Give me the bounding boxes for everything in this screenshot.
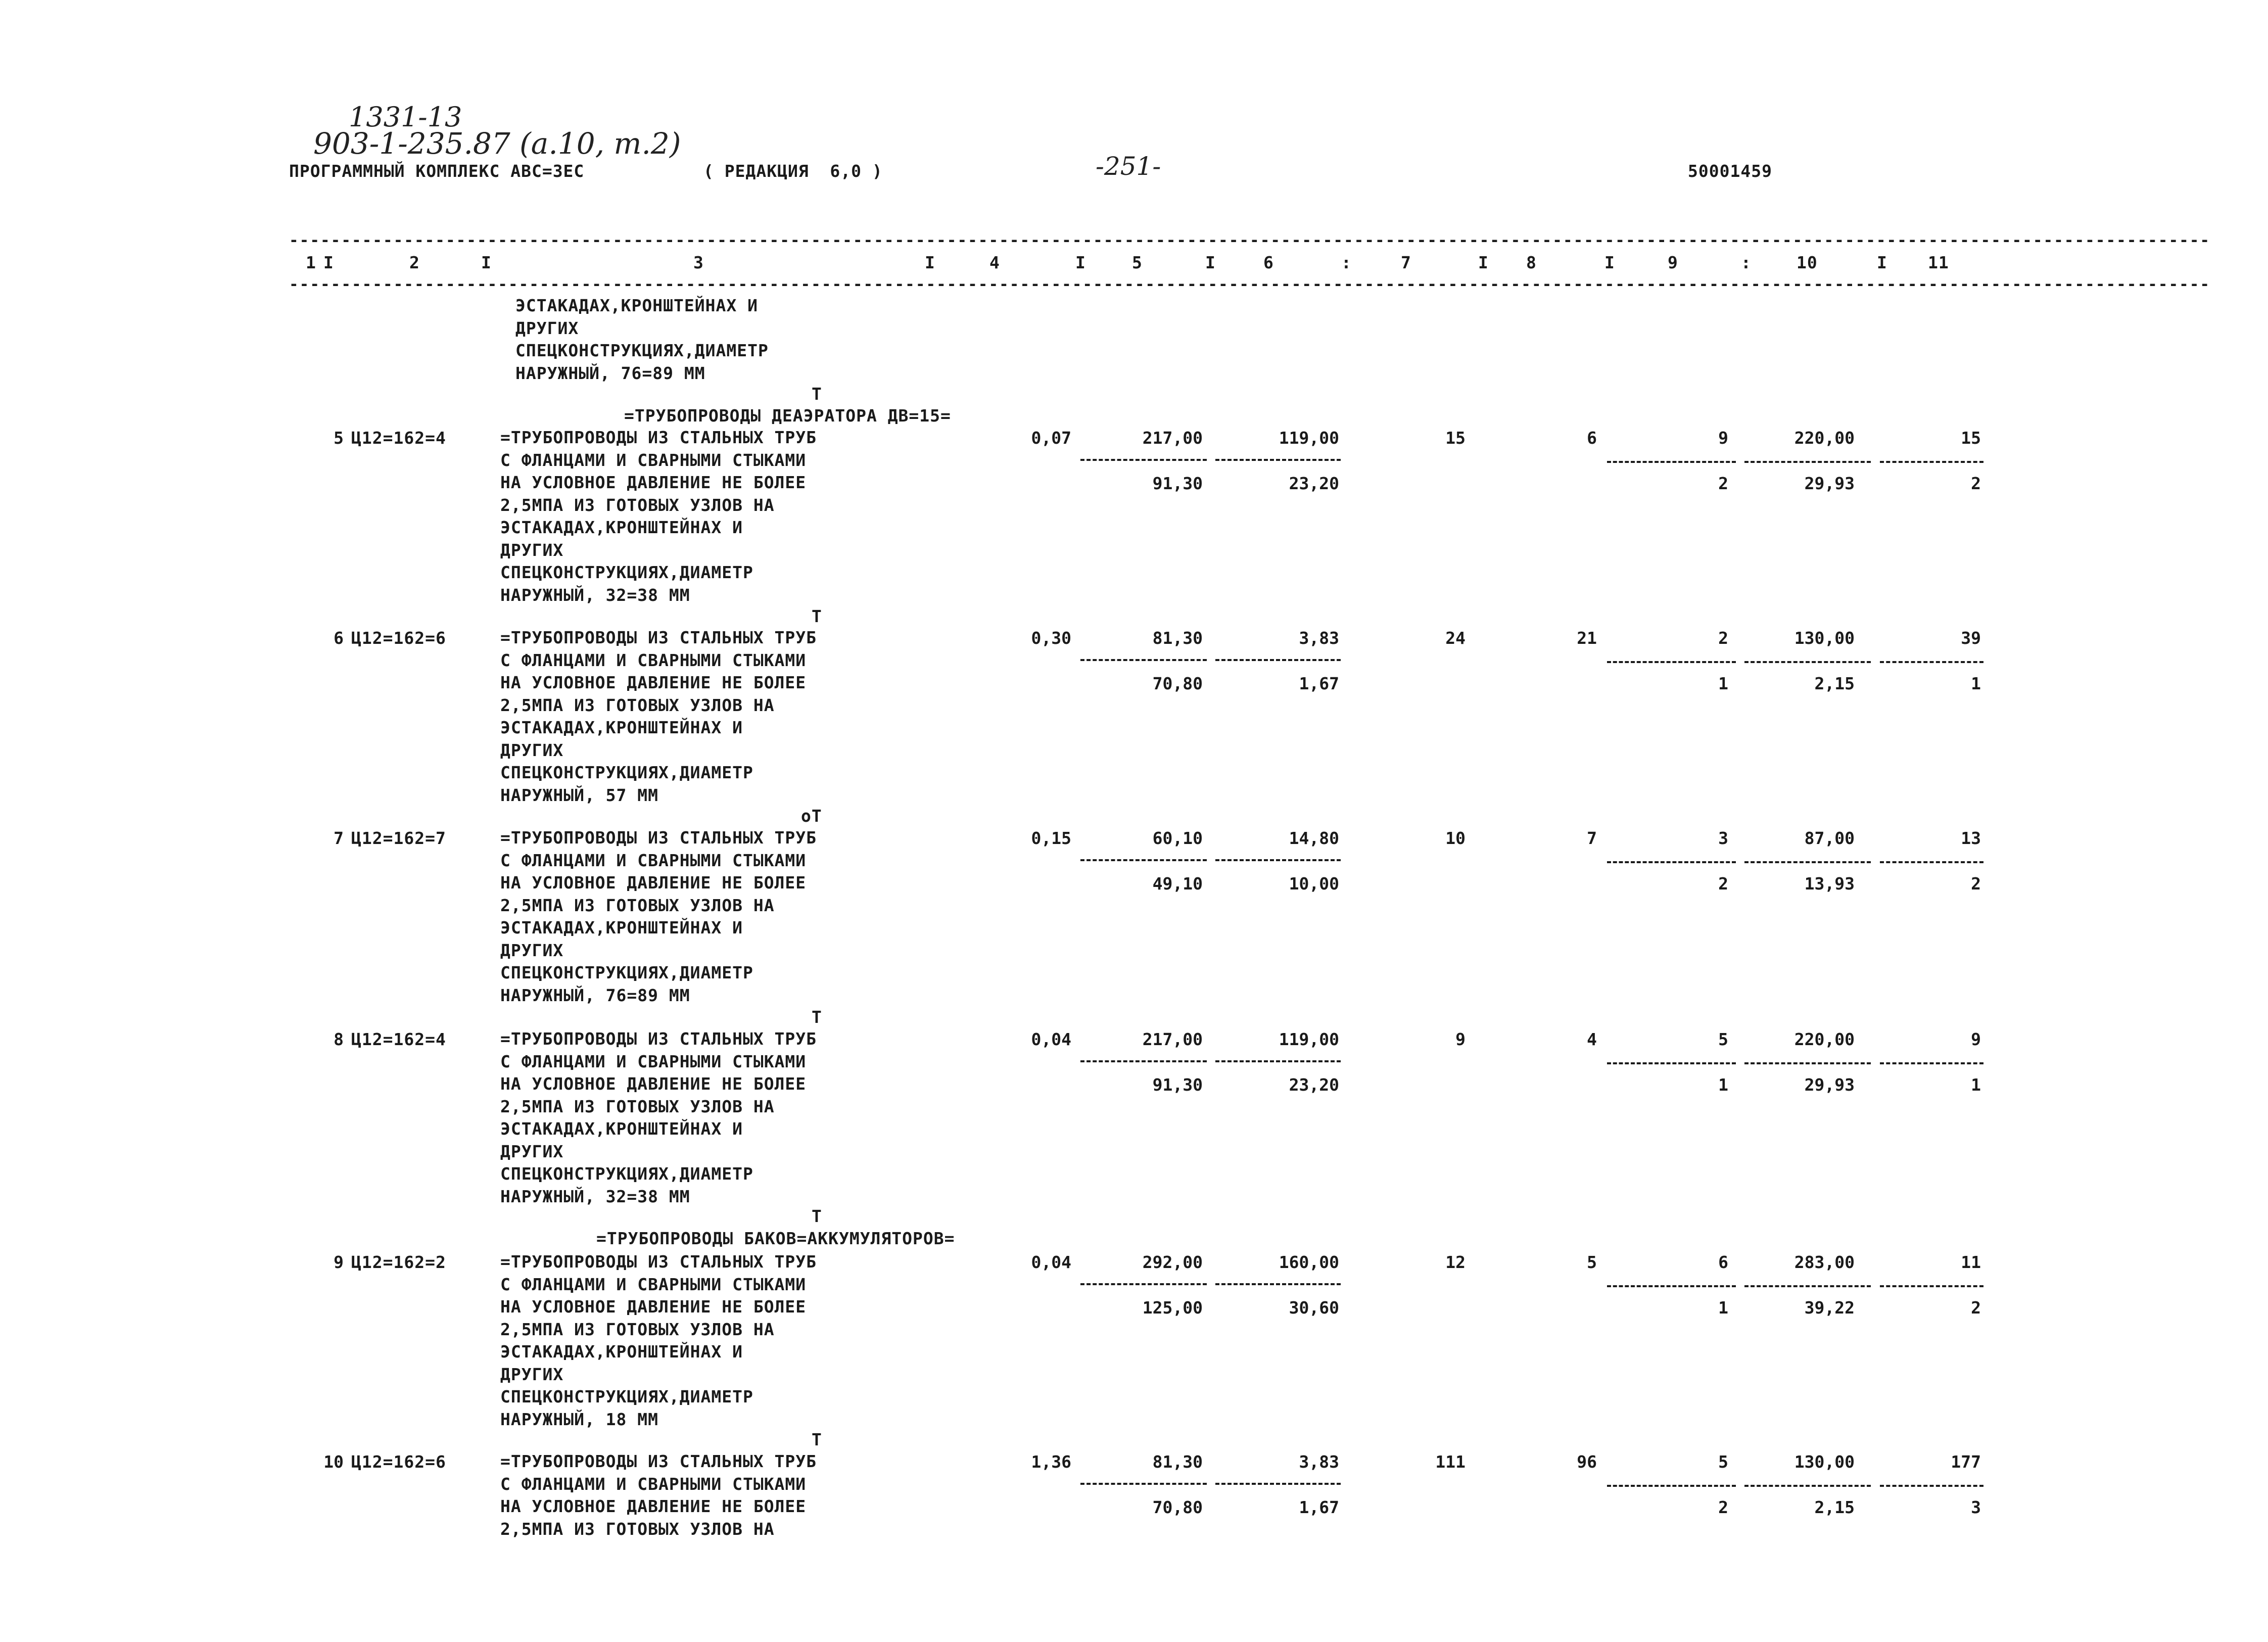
description-line: НАРУЖНЫЙ, 76=89 ММ xyxy=(500,985,690,1005)
column-header: 9 xyxy=(1668,253,1678,272)
fraction-line xyxy=(1607,861,1736,863)
description-line: ДРУГИХ xyxy=(500,1141,564,1161)
fraction-line xyxy=(1215,1283,1341,1285)
description-line: СПЕЦКОНСТРУКЦИЯХ,ДИАМЕТР xyxy=(500,963,753,982)
col5-value: 217,00 xyxy=(1142,428,1203,448)
fraction-line xyxy=(1080,1483,1207,1485)
description-line: С ФЛАНЦАМИ И СВАРНЫМИ СТЫКАМИ xyxy=(500,450,807,470)
col5-subvalue: 70,80 xyxy=(1152,1497,1203,1517)
fraction-line xyxy=(1607,461,1736,463)
col6-value: 3,83 xyxy=(1299,628,1339,648)
description-line: НАРУЖНЫЙ, 32=38 ММ xyxy=(500,1186,690,1206)
description-line: СПЕЦКОНСТРУКЦИЯХ,ДИАМЕТР xyxy=(500,763,753,782)
col9-value: 6 xyxy=(1718,1252,1728,1272)
fraction-line xyxy=(1215,859,1341,861)
col9-value: 3 xyxy=(1718,828,1728,848)
quantity-value: 0,30 xyxy=(1031,628,1071,648)
column-separator: I xyxy=(1075,253,1086,272)
col8-value: 21 xyxy=(1577,628,1597,648)
col11-value: 177 xyxy=(1951,1452,1981,1472)
description-line: ЭСТАКАДАХ,КРОНШТЕЙНАХ И xyxy=(500,918,743,937)
col6-subvalue: 1,67 xyxy=(1299,674,1339,693)
handwritten-archive-number: 1331-13 xyxy=(349,101,462,133)
revision-mark: Т xyxy=(812,606,822,626)
col7-value: 111 xyxy=(1435,1452,1466,1472)
col10-subvalue: 29,93 xyxy=(1804,474,1855,493)
rate-code: Ц12=162=6 xyxy=(351,628,446,648)
fraction-line xyxy=(1880,861,1983,863)
column-separator: I xyxy=(1478,253,1489,272)
col9-value: 5 xyxy=(1718,1452,1728,1472)
description-line: =ТРУБОПРОВОДЫ ИЗ СТАЛЬНЫХ ТРУБ xyxy=(500,628,817,647)
program-title: ПРОГРАММНЫЙ КОМПЛЕКС АВС=ЗЕС xyxy=(289,161,585,181)
description-line: 2,5МПА ИЗ ГОТОВЫХ УЗЛОВ НА xyxy=(500,1096,775,1116)
document-number: 50001459 xyxy=(1688,161,1772,181)
row-number: 10 xyxy=(323,1452,344,1472)
quantity-value: 1,36 xyxy=(1031,1452,1071,1472)
description-line: ЭСТАКАДАХ,КРОНШТЕЙНАХ И xyxy=(500,718,743,737)
column-header: 5 xyxy=(1132,253,1143,272)
col11-value: 39 xyxy=(1961,628,1981,648)
fraction-line xyxy=(1880,461,1983,463)
col5-subvalue: 91,30 xyxy=(1152,1075,1203,1095)
col7-value: 24 xyxy=(1445,628,1466,648)
description-line: =ТРУБОПРОВОДЫ ИЗ СТАЛЬНЫХ ТРУБ xyxy=(500,828,817,848)
column-header: 6 xyxy=(1263,253,1274,272)
description-line: =ТРУБОПРОВОДЫ ИЗ СТАЛЬНЫХ ТРУБ xyxy=(500,1252,817,1272)
fraction-line xyxy=(1607,661,1736,663)
row-number: 9 xyxy=(334,1252,344,1272)
col6-subvalue: 23,20 xyxy=(1289,1075,1339,1095)
description-line: НАРУЖНЫЙ, 32=38 ММ xyxy=(500,585,690,605)
description-line: СПЕЦКОНСТРУКЦИЯХ,ДИАМЕТР xyxy=(500,562,753,582)
col9-subvalue: 1 xyxy=(1718,674,1728,693)
table-header-border: ---------------------------------------------------------------------------------------------------------------------------------------------------------------------------------------- xyxy=(289,275,2211,294)
col5-subvalue: 125,00 xyxy=(1142,1298,1203,1318)
col9-value: 2 xyxy=(1718,628,1728,648)
fraction-line xyxy=(1080,1283,1207,1285)
col8-value: 6 xyxy=(1587,428,1597,448)
col7-value: 9 xyxy=(1455,1029,1466,1049)
row-number: 6 xyxy=(334,628,344,648)
fraction-line xyxy=(1880,1285,1983,1287)
col5-subvalue: 91,30 xyxy=(1152,474,1203,493)
column-header: 1 xyxy=(306,253,316,272)
description-line: СПЕЦКОНСТРУКЦИЯХ,ДИАМЕТР xyxy=(500,1387,753,1406)
quantity-value: 0,04 xyxy=(1031,1029,1071,1049)
description-line: ДРУГИХ xyxy=(500,540,564,560)
col11-subvalue: 2 xyxy=(1971,474,1981,493)
description-line: =ТРУБОПРОВОДЫ ИЗ СТАЛЬНЫХ ТРУБ xyxy=(500,428,817,447)
description-line: ДРУГИХ xyxy=(500,940,564,960)
col6-subvalue: 30,60 xyxy=(1289,1298,1339,1318)
col6-value: 3,83 xyxy=(1299,1452,1339,1472)
description-line: ЭСТАКАДАХ,КРОНШТЕЙНАХ И xyxy=(500,518,743,537)
col9-value: 9 xyxy=(1718,428,1728,448)
col10-subvalue: 2,15 xyxy=(1814,1497,1855,1517)
description-line: 2,5МПА ИЗ ГОТОВЫХ УЗЛОВ НА xyxy=(500,895,775,915)
column-header: 3 xyxy=(693,253,704,272)
column-header: 8 xyxy=(1526,253,1537,272)
col8-value: 4 xyxy=(1587,1029,1597,1049)
col9-subvalue: 2 xyxy=(1718,1497,1728,1517)
col10-value: 87,00 xyxy=(1804,828,1855,848)
description-line: С ФЛАНЦАМИ И СВАРНЫМИ СТЫКАМИ xyxy=(500,1274,807,1294)
fraction-line xyxy=(1080,859,1207,861)
fraction-line xyxy=(1080,659,1207,661)
description-line: С ФЛАНЦАМИ И СВАРНЫМИ СТЫКАМИ xyxy=(500,650,807,670)
description-line: НАРУЖНЫЙ, 18 ММ xyxy=(500,1409,659,1429)
col11-value: 11 xyxy=(1961,1252,1981,1272)
col6-value: 14,80 xyxy=(1289,828,1339,848)
fraction-line xyxy=(1607,1285,1736,1287)
description-line: ДРУГИХ xyxy=(500,1364,564,1384)
col6-subvalue: 23,20 xyxy=(1289,474,1339,493)
col10-value: 220,00 xyxy=(1794,428,1855,448)
description-line: НАРУЖНЫЙ, 57 ММ xyxy=(500,785,659,805)
fraction-line xyxy=(1744,861,1871,863)
fraction-line xyxy=(1744,1062,1871,1064)
col8-value: 96 xyxy=(1577,1452,1597,1472)
col5-value: 60,10 xyxy=(1152,828,1203,848)
col5-value: 217,00 xyxy=(1142,1029,1203,1049)
column-header: 4 xyxy=(989,253,1000,272)
col9-subvalue: 2 xyxy=(1718,874,1728,894)
fraction-line xyxy=(1744,1485,1871,1487)
handwritten-project-reference: 903-1-235.87 (a.10, т.2) xyxy=(313,126,681,161)
description-line: НА УСЛОВНОЕ ДАВЛЕНИЕ НЕ БОЛЕЕ xyxy=(500,673,807,692)
fraction-line xyxy=(1880,1485,1983,1487)
col11-subvalue: 2 xyxy=(1971,1298,1981,1318)
row-number: 8 xyxy=(334,1029,344,1049)
work-description xyxy=(500,827,817,1007)
description-line: 2,5МПА ИЗ ГОТОВЫХ УЗЛОВ НА xyxy=(500,1519,775,1539)
col5-value: 81,30 xyxy=(1152,1452,1203,1472)
column-separator: I xyxy=(1604,253,1615,272)
col9-subvalue: 1 xyxy=(1718,1298,1728,1318)
col11-subvalue: 3 xyxy=(1971,1497,1981,1517)
description-line: СПЕЦКОНСТРУКЦИЯХ,ДИАМЕТР xyxy=(500,1164,753,1184)
column-separator: I xyxy=(925,253,935,272)
rate-code: Ц12=162=7 xyxy=(351,828,446,848)
fraction-line xyxy=(1880,1062,1983,1064)
description-line: НА УСЛОВНОЕ ДАВЛЕНИЕ НЕ БОЛЕЕ xyxy=(500,1074,807,1094)
revision-mark: оТ xyxy=(801,806,822,826)
col11-subvalue: 2 xyxy=(1971,874,1981,894)
column-separator: : xyxy=(1741,253,1752,272)
description-line: С ФЛАНЦАМИ И СВАРНЫМИ СТЫКАМИ xyxy=(500,850,807,870)
col11-value: 13 xyxy=(1961,828,1981,848)
carryover-description xyxy=(515,295,769,385)
col6-value: 119,00 xyxy=(1279,428,1339,448)
description-line: 2,5МПА ИЗ ГОТОВЫХ УЗЛОВ НА xyxy=(500,1319,775,1339)
fraction-line xyxy=(1607,1062,1736,1064)
rate-code: Ц12=162=4 xyxy=(351,1029,446,1049)
work-description xyxy=(500,1251,817,1431)
col7-value: 12 xyxy=(1445,1252,1466,1272)
section-header-deaerator: =ТРУБОПРОВОДЫ ДЕАЭРАТОРА ДВ=15= xyxy=(624,406,951,426)
revision-mark: Т xyxy=(812,384,822,404)
col8-value: 5 xyxy=(1587,1252,1597,1272)
col6-subvalue: 10,00 xyxy=(1289,874,1339,894)
description-line: НА УСЛОВНОЕ ДАВЛЕНИЕ НЕ БОЛЕЕ xyxy=(500,1297,807,1317)
column-separator: I xyxy=(481,253,492,272)
col10-value: 220,00 xyxy=(1794,1029,1855,1049)
description-line: ЭСТАКАДАХ,КРОНШТЕЙНАХ И xyxy=(500,1342,743,1362)
row-number: 7 xyxy=(334,828,344,848)
rate-code: Ц12=162=4 xyxy=(351,428,446,448)
col10-subvalue: 39,22 xyxy=(1804,1298,1855,1318)
col11-subvalue: 1 xyxy=(1971,1075,1981,1095)
description-line: 2,5МПА ИЗ ГОТОВЫХ УЗЛОВ НА xyxy=(500,695,775,715)
col9-subvalue: 1 xyxy=(1718,1075,1728,1095)
col5-subvalue: 49,10 xyxy=(1152,874,1203,894)
fraction-line xyxy=(1744,461,1871,463)
description-line: ДРУГИХ xyxy=(515,318,579,338)
column-header: 7 xyxy=(1401,253,1411,272)
col5-subvalue: 70,80 xyxy=(1152,674,1203,693)
description-line: 2,5МПА ИЗ ГОТОВЫХ УЗЛОВ НА xyxy=(500,495,775,515)
description-line: НА УСЛОВНОЕ ДАВЛЕНИЕ НЕ БОЛЕЕ xyxy=(500,473,807,492)
fraction-line xyxy=(1080,459,1207,461)
column-separator: : xyxy=(1341,253,1352,272)
work-description xyxy=(500,1450,817,1540)
description-line: ДРУГИХ xyxy=(500,740,564,760)
description-line: НА УСЛОВНОЕ ДАВЛЕНИЕ НЕ БОЛЕЕ xyxy=(500,1496,807,1516)
col6-value: 119,00 xyxy=(1279,1029,1339,1049)
description-line: НА УСЛОВНОЕ ДАВЛЕНИЕ НЕ БОЛЕЕ xyxy=(500,873,807,893)
description-line: ЭСТАКАДАХ,КРОНШТЕЙНАХ И xyxy=(515,296,758,315)
column-header: 10 xyxy=(1797,253,1818,272)
edition-label: ( РЕДАКЦИЯ 6,0 ) xyxy=(703,161,883,181)
col10-value: 130,00 xyxy=(1794,628,1855,648)
col7-value: 15 xyxy=(1445,428,1466,448)
rate-code: Ц12=162=6 xyxy=(351,1452,446,1472)
work-description xyxy=(500,427,817,606)
col11-value: 15 xyxy=(1961,428,1981,448)
handwritten-page-number: -251- xyxy=(1096,152,1161,181)
description-line: СПЕЦКОНСТРУКЦИЯХ,ДИАМЕТР xyxy=(515,341,769,360)
description-line: НАРУЖНЫЙ, 76=89 ММ xyxy=(515,363,705,383)
fraction-line xyxy=(1215,459,1341,461)
column-separator: I xyxy=(323,253,334,272)
work-description xyxy=(500,1028,817,1208)
description-line: =ТРУБОПРОВОДЫ ИЗ СТАЛЬНЫХ ТРУБ xyxy=(500,1029,817,1049)
fraction-line xyxy=(1215,1060,1341,1062)
description-line: =ТРУБОПРОВОДЫ ИЗ СТАЛЬНЫХ ТРУБ xyxy=(500,1451,817,1471)
work-description xyxy=(500,627,817,807)
fraction-line xyxy=(1080,1060,1207,1062)
col10-subvalue: 2,15 xyxy=(1814,674,1855,693)
fraction-line xyxy=(1215,1483,1341,1485)
quantity-value: 0,07 xyxy=(1031,428,1071,448)
fraction-line xyxy=(1880,661,1983,663)
description-line: С ФЛАНЦАМИ И СВАРНЫМИ СТЫКАМИ xyxy=(500,1474,807,1494)
col11-value: 9 xyxy=(1971,1029,1981,1049)
column-header: 11 xyxy=(1928,253,1949,272)
quantity-value: 0,04 xyxy=(1031,1252,1071,1272)
col6-value: 160,00 xyxy=(1279,1252,1339,1272)
col10-subvalue: 29,93 xyxy=(1804,1075,1855,1095)
column-separator: I xyxy=(1205,253,1216,272)
col8-value: 7 xyxy=(1587,828,1597,848)
fraction-line xyxy=(1744,661,1871,663)
col11-subvalue: 1 xyxy=(1971,674,1981,693)
revision-mark: Т xyxy=(812,1430,822,1449)
description-line: ЭСТАКАДАХ,КРОНШТЕЙНАХ И xyxy=(500,1119,743,1139)
description-line: С ФЛАНЦАМИ И СВАРНЫМИ СТЫКАМИ xyxy=(500,1051,807,1071)
col10-subvalue: 13,93 xyxy=(1804,874,1855,894)
revision-mark: Т xyxy=(812,1007,822,1027)
rate-code: Ц12=162=2 xyxy=(351,1252,446,1272)
col10-value: 283,00 xyxy=(1794,1252,1855,1272)
quantity-value: 0,15 xyxy=(1031,828,1071,848)
section-header-tanks: =ТРУБОПРОВОДЫ БАКОВ=АККУМУЛЯТОРОВ= xyxy=(596,1229,955,1248)
fraction-line xyxy=(1215,659,1341,661)
col9-subvalue: 2 xyxy=(1718,474,1728,493)
col6-subvalue: 1,67 xyxy=(1299,1497,1339,1517)
revision-mark: Т xyxy=(812,1206,822,1226)
column-header: 2 xyxy=(409,253,420,272)
col5-value: 292,00 xyxy=(1142,1252,1203,1272)
col7-value: 10 xyxy=(1445,828,1466,848)
col10-value: 130,00 xyxy=(1794,1452,1855,1472)
col9-value: 5 xyxy=(1718,1029,1728,1049)
fraction-line xyxy=(1744,1285,1871,1287)
row-number: 5 xyxy=(334,428,344,448)
col5-value: 81,30 xyxy=(1152,628,1203,648)
column-separator: I xyxy=(1877,253,1887,272)
table-top-border: ---------------------------------------------------------------------------------------------------------------------------------------------------------------------------------------- xyxy=(289,231,2211,250)
fraction-line xyxy=(1607,1485,1736,1487)
